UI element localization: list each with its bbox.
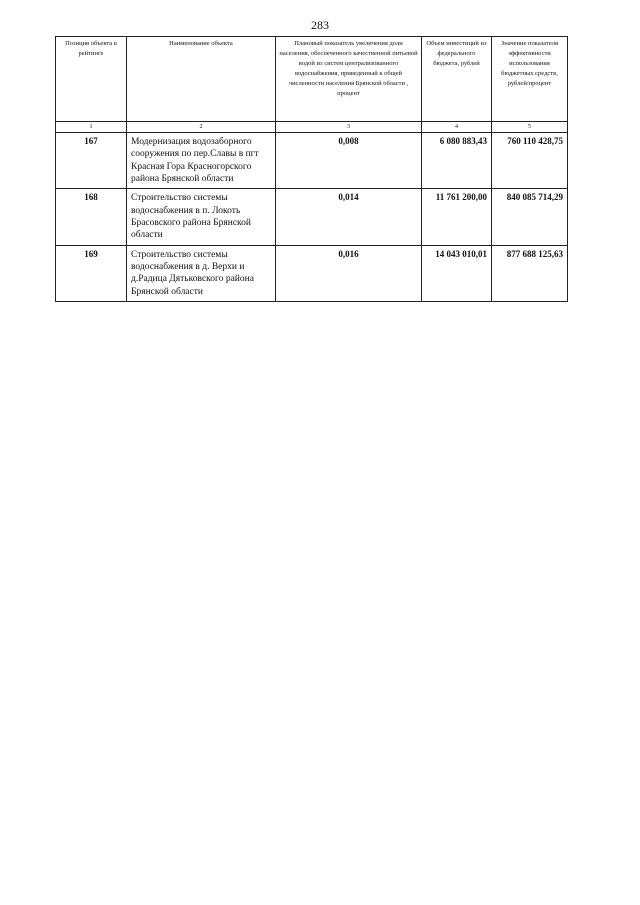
column-number: 5: [492, 122, 568, 133]
row-efficiency: 877 688 125,63: [492, 245, 568, 301]
header-position: Позиция объекта в рейтинге: [56, 37, 127, 122]
row-investment: 6 080 883,43: [422, 133, 492, 189]
row-object-name: Строительство системы водоснабжения в д. Верхи и д.Радица Дятьковского района Брянской области: [127, 245, 276, 301]
row-position: 167: [56, 133, 127, 189]
row-position: 169: [56, 245, 127, 301]
column-number: 1: [56, 122, 127, 133]
row-share: 0,014: [276, 189, 422, 245]
row-object-name: Модернизация водозаборного сооружения по пер.Славы в пгт Красная Гора Красногорского района Брянской области: [127, 133, 276, 189]
header-share: Плановый показатель увеличения доли населения, обеспеченного качественной питьевой водой из систем централизованного водоснабжения, приведенный к общей численности населения Брянской области , процент: [276, 37, 422, 122]
header-row: [56, 37, 568, 122]
table-row: [56, 133, 568, 189]
row-efficiency: 840 085 714,29: [492, 189, 568, 245]
table-row: [56, 245, 568, 301]
row-object-name: Строительство системы водоснабжения в п. Локоть Брасовского района Брянской области: [127, 189, 276, 245]
column-number-row: [56, 122, 568, 133]
header-efficiency: Значение показателя эффективности использования бюджетных средств, рублей/процент: [492, 37, 568, 122]
rating-table: [55, 36, 568, 302]
page-number: 283: [311, 18, 329, 32]
column-number: 3: [276, 122, 422, 133]
row-investment: 11 761 200,00: [422, 189, 492, 245]
row-efficiency: 760 110 428,75: [492, 133, 568, 189]
row-share: 0,008: [276, 133, 422, 189]
row-investment: 14 043 010,01: [422, 245, 492, 301]
row-share: 0,016: [276, 245, 422, 301]
table-row: [56, 189, 568, 245]
column-number: 2: [127, 122, 276, 133]
column-number: 4: [422, 122, 492, 133]
row-position: 168: [56, 189, 127, 245]
header-name: Наименование объекта: [127, 37, 276, 122]
header-investment: Объем инвестиций из федерального бюджета, рублей: [422, 37, 492, 122]
